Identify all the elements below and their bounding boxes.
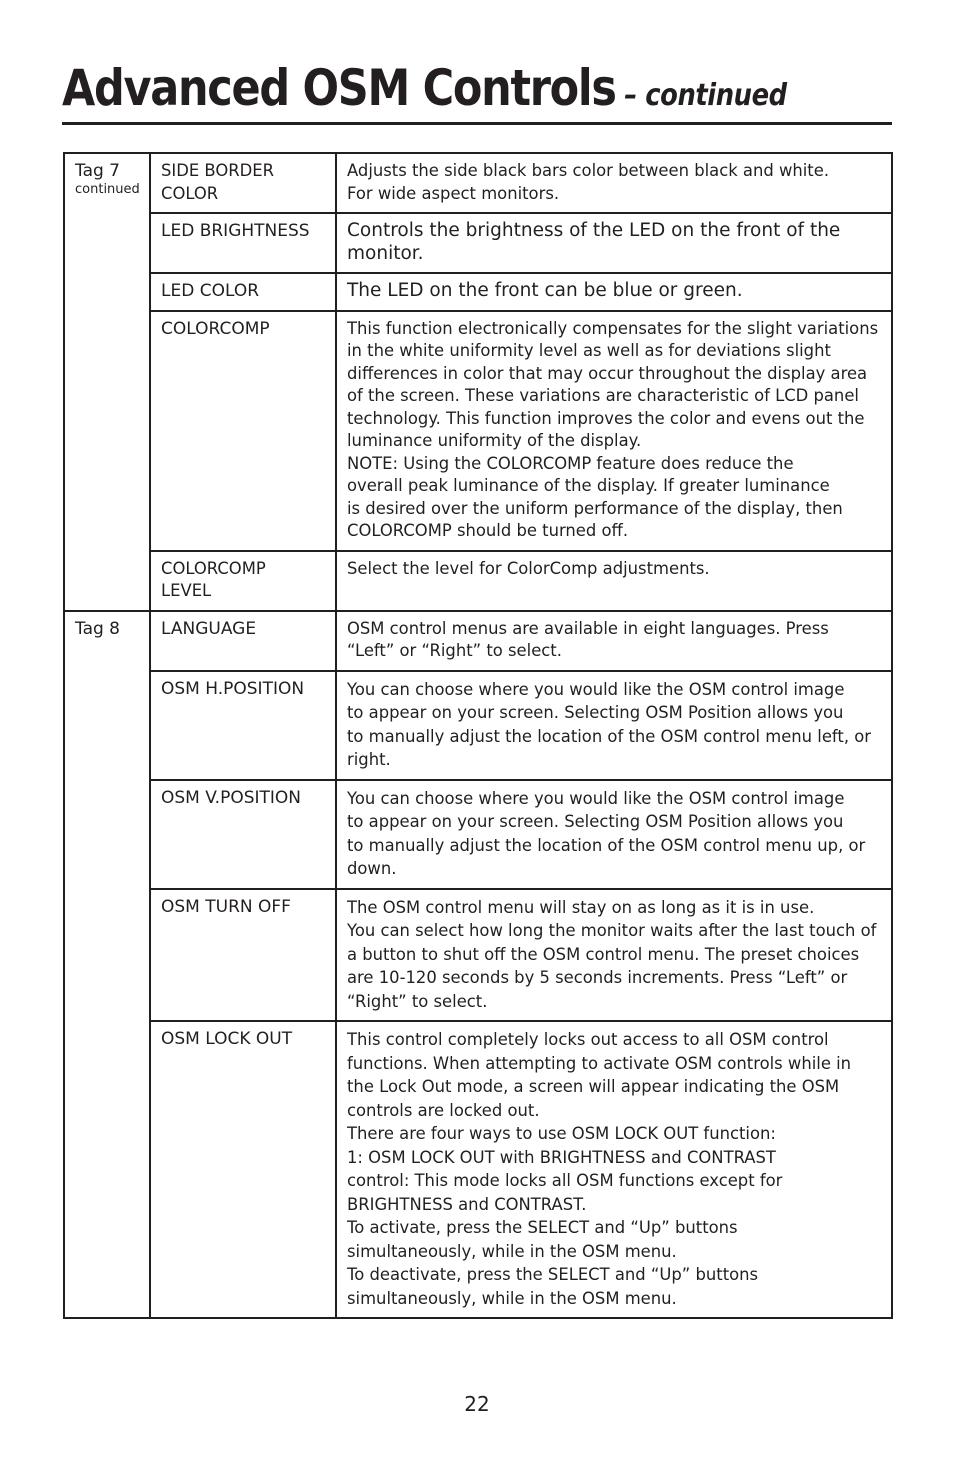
item-label: COLORCOMP [161,318,270,339]
item-description: Select the level for ColorComp adjustments. [347,558,710,578]
item-description: You can choose where you would like the OSM control image to appear on your screen. Selecting OSM Position allows you to manually adjust the location of the OSM control menu left, or right. [347,679,872,769]
desc-cell [336,611,892,671]
item-cell [150,153,336,213]
table-row [64,213,892,273]
item-description: This control completely locks out access to all OSM control functions. When attempting to activate OSM controls while in the Lock Out mode, a screen will appear indicating the OSM controls are locked out. There are four ways to use OSM LOCK OUT function: 1: OSM LOCK OUT with BRIGHTNESS and CONTRAST control: This mode locks all OSM functions except for BRIGHTNESS and CONTRAST. To activate, press the SELECT and “Up” buttons simultaneously, while in the OSM menu. To deactivate, press the SELECT and “Up” buttons simultaneously, while in the OSM menu. [347,1030,852,1308]
table-row [64,780,892,889]
desc-cell [336,153,892,213]
page-number: 22 [464,1392,490,1416]
item-label: LED BRIGHTNESS [161,221,310,241]
item-cell [150,273,336,311]
desc-cell [336,551,892,611]
desc-cell [336,311,892,551]
item-cell [150,780,336,889]
item-cell [150,213,336,273]
item-label: OSM V.POSITION [161,787,302,808]
table-row [64,153,892,213]
item-description: Controls the brightness of the LED on the front of the monitor. [347,220,841,264]
tag-label: Tag 7 [75,161,120,181]
item-description: The OSM control menu will stay on as long as it is in use. You can select how long the monitor waits after the last touch of a button to shut off the OSM control menu. The preset choices are 10-120 seconds by 5 seconds increments. Press “Left” or “Right” to select. [347,897,877,1011]
page-title [62,58,787,126]
item-cell [150,551,336,611]
desc-cell [336,273,892,311]
item-cell [150,671,336,780]
tag-cell [64,611,150,1319]
item-cell [150,311,336,551]
item-cell [150,889,336,1022]
title-rule [62,122,892,125]
item-cell [150,611,336,671]
item-label: OSM H.POSITION [161,678,305,699]
item-label: LED COLOR [161,281,260,301]
item-description: You can choose where you would like the OSM control image to appear on your screen. Selecting OSM Position allows you to manually adjust the location of the OSM control menu up, or down. [347,788,866,878]
table-row [64,611,892,671]
desc-cell [336,1021,892,1318]
desc-cell [336,213,892,273]
table-row [64,311,892,551]
desc-cell [336,889,892,1022]
item-label: LANGUAGE [161,618,257,639]
item-description: This function electronically compensates for the slight variations in the white uniformity level as well as for deviations slight differences in color that may occur throughout the display area of the screen. These variations are characteristic of LCD panel technology. This function improves the color and evens out the luminance uniformity of the display. NOTE: Using the COLORCOMP feature does reduce the overall peak luminance of the display. If greater luminance is desired over the uniform performance of the display, then COLORCOMP should be turned off. [347,318,879,540]
item-description: OSM control menus are available in eight languages. Press “Left” or “Right” to select. [347,618,829,660]
item-label: OSM TURN OFF [161,896,291,917]
table-row [64,889,892,1022]
desc-cell [336,780,892,889]
tag-note: continued [75,181,140,197]
table-row [64,671,892,780]
desc-cell [336,671,892,780]
item-label: COLORCOMP LEVEL [161,558,266,600]
table-row [64,1021,892,1318]
tag-cell [64,153,150,611]
item-description: Adjusts the side black bars color between black and white. For wide aspect monitors. [347,161,830,203]
item-cell [150,1021,336,1318]
osm-controls-table [63,152,893,1319]
title-main: Advanced OSM Controls [62,59,616,117]
item-label: SIDE BORDER COLOR [161,161,275,203]
table-row [64,551,892,611]
title-continued: – continued [624,78,787,113]
table-row [64,273,892,311]
tag-label: Tag 8 [75,618,120,639]
item-label: OSM LOCK OUT [161,1029,293,1049]
item-description: The LED on the front can be blue or green. [347,280,743,301]
